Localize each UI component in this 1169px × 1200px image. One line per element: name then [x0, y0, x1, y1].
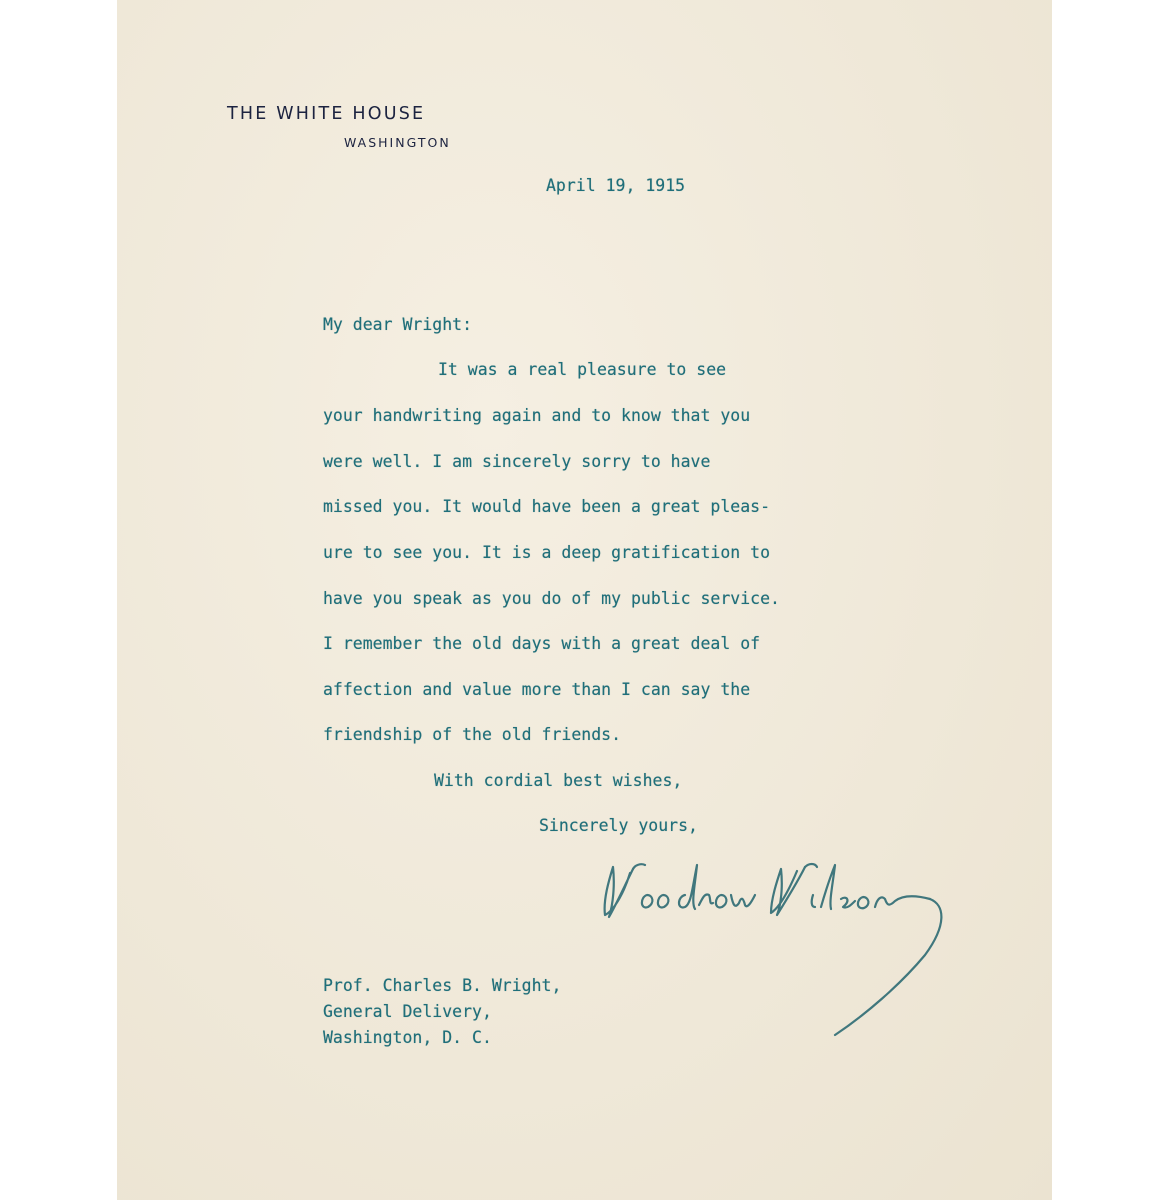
body-line: friendship of the old friends.: [323, 725, 622, 744]
body-line: missed you. It would have been a great pleas-: [323, 497, 771, 516]
body-line: were well. I am sincerely sorry to have: [323, 452, 711, 471]
body-line: I remember the old days with a great deal of: [323, 634, 761, 653]
recipient-line: General Delivery,: [323, 1002, 492, 1021]
body-line: your handwriting again and to know that you: [323, 406, 751, 425]
recipient-line: Washington, D. C.: [323, 1028, 492, 1047]
body-line: affection and value more than I can say the: [323, 680, 751, 699]
recipient-line: Prof. Charles B. Wright,: [323, 976, 562, 995]
salutation: My dear Wright:: [323, 315, 473, 334]
letter-date: April 19, 1915: [546, 176, 686, 195]
body-line: have you speak as you do of my public service.: [323, 589, 780, 608]
body-line: ure to see you. It is a deep gratification to: [323, 543, 771, 562]
letterhead-subtitle: WASHINGTON: [344, 135, 451, 150]
letterhead-title: THE WHITE HOUSE: [227, 104, 426, 124]
signature-image: [585, 855, 955, 1045]
valediction: Sincerely yours,: [539, 816, 698, 835]
closing-line: With cordial best wishes,: [434, 771, 683, 790]
body-line: It was a real pleasure to see: [438, 360, 727, 379]
